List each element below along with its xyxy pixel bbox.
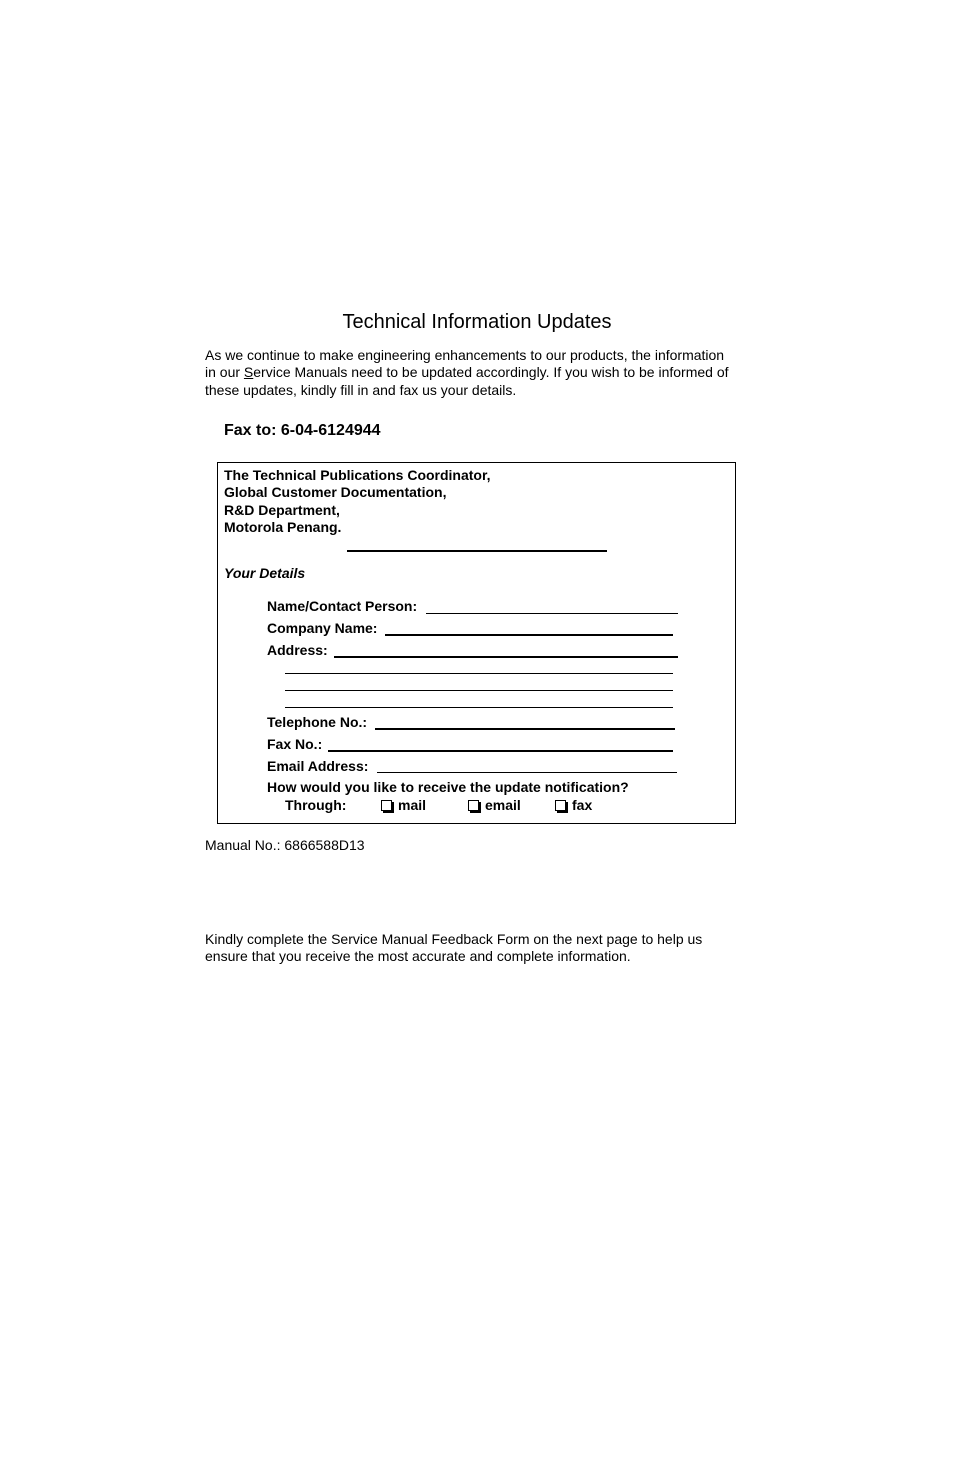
through-label: Through: (285, 797, 347, 813)
company-label: Company Name: (267, 620, 378, 636)
intro-line-2 (205, 364, 765, 381)
your-details-heading: Your Details (224, 565, 306, 581)
address-field-4[interactable] (285, 707, 673, 708)
option-email[interactable] (468, 797, 521, 813)
email-field[interactable] (377, 772, 677, 773)
address-field-3[interactable] (285, 690, 673, 691)
address-label: Address: (267, 642, 328, 658)
recipient-line: Motorola Penang. (224, 518, 342, 535)
checkbox-icon[interactable] (381, 800, 392, 811)
name-label: Name/Contact Person: (267, 598, 418, 614)
option-fax-label: fax (572, 797, 593, 813)
manual-number: Manual No.: 6866588D13 (205, 837, 365, 853)
option-email-label: email (485, 797, 521, 813)
telephone-label: Telephone No.: (267, 714, 368, 730)
intro-paragraph (205, 347, 765, 399)
checkbox-icon[interactable] (555, 800, 566, 811)
intro-line-2-underlined: S (243, 364, 254, 381)
fax-to-heading: Fax to: 6-04-6124944 (224, 422, 381, 439)
address-field-2[interactable] (285, 673, 673, 674)
recipient-line: Global Customer Documentation, (224, 484, 447, 501)
intro-line-2-post: ervice Manuals need to be updated accordingly. If you wish to be informed of (253, 364, 729, 381)
notification-question: How would you like to receive the update notification? (267, 779, 629, 795)
recipient-line: The Technical Publications Coordinator, (224, 467, 491, 483)
recipient-address (224, 467, 491, 536)
name-field[interactable] (426, 613, 678, 614)
footer-line-2: ensure that you receive the most accurate and complete information. (205, 948, 631, 965)
footer-line-1: Kindly complete the Service Manual Feedback Form on the next page to help us (205, 931, 703, 947)
fax-label: Fax No.: (267, 736, 323, 752)
option-mail[interactable] (381, 797, 426, 813)
option-mail-label: mail (398, 797, 427, 813)
email-label: Email Address: (267, 758, 369, 774)
intro-line-3: these updates, kindly fill in and fax us your details. (205, 381, 517, 398)
footer-paragraph (205, 931, 765, 966)
option-fax[interactable] (555, 797, 592, 813)
checkbox-icon[interactable] (468, 800, 479, 811)
company-field[interactable] (385, 634, 673, 636)
section-divider (347, 550, 607, 552)
page-title: Technical Information Updates (342, 311, 612, 333)
address-field-1[interactable] (334, 656, 678, 658)
telephone-field[interactable] (375, 728, 675, 730)
intro-line-2-pre: in our (205, 364, 244, 381)
intro-line-1: As we continue to make engineering enhancements to our products, the information (205, 347, 725, 363)
recipient-line: R&D Department, (224, 501, 340, 518)
fax-field[interactable] (328, 750, 673, 752)
